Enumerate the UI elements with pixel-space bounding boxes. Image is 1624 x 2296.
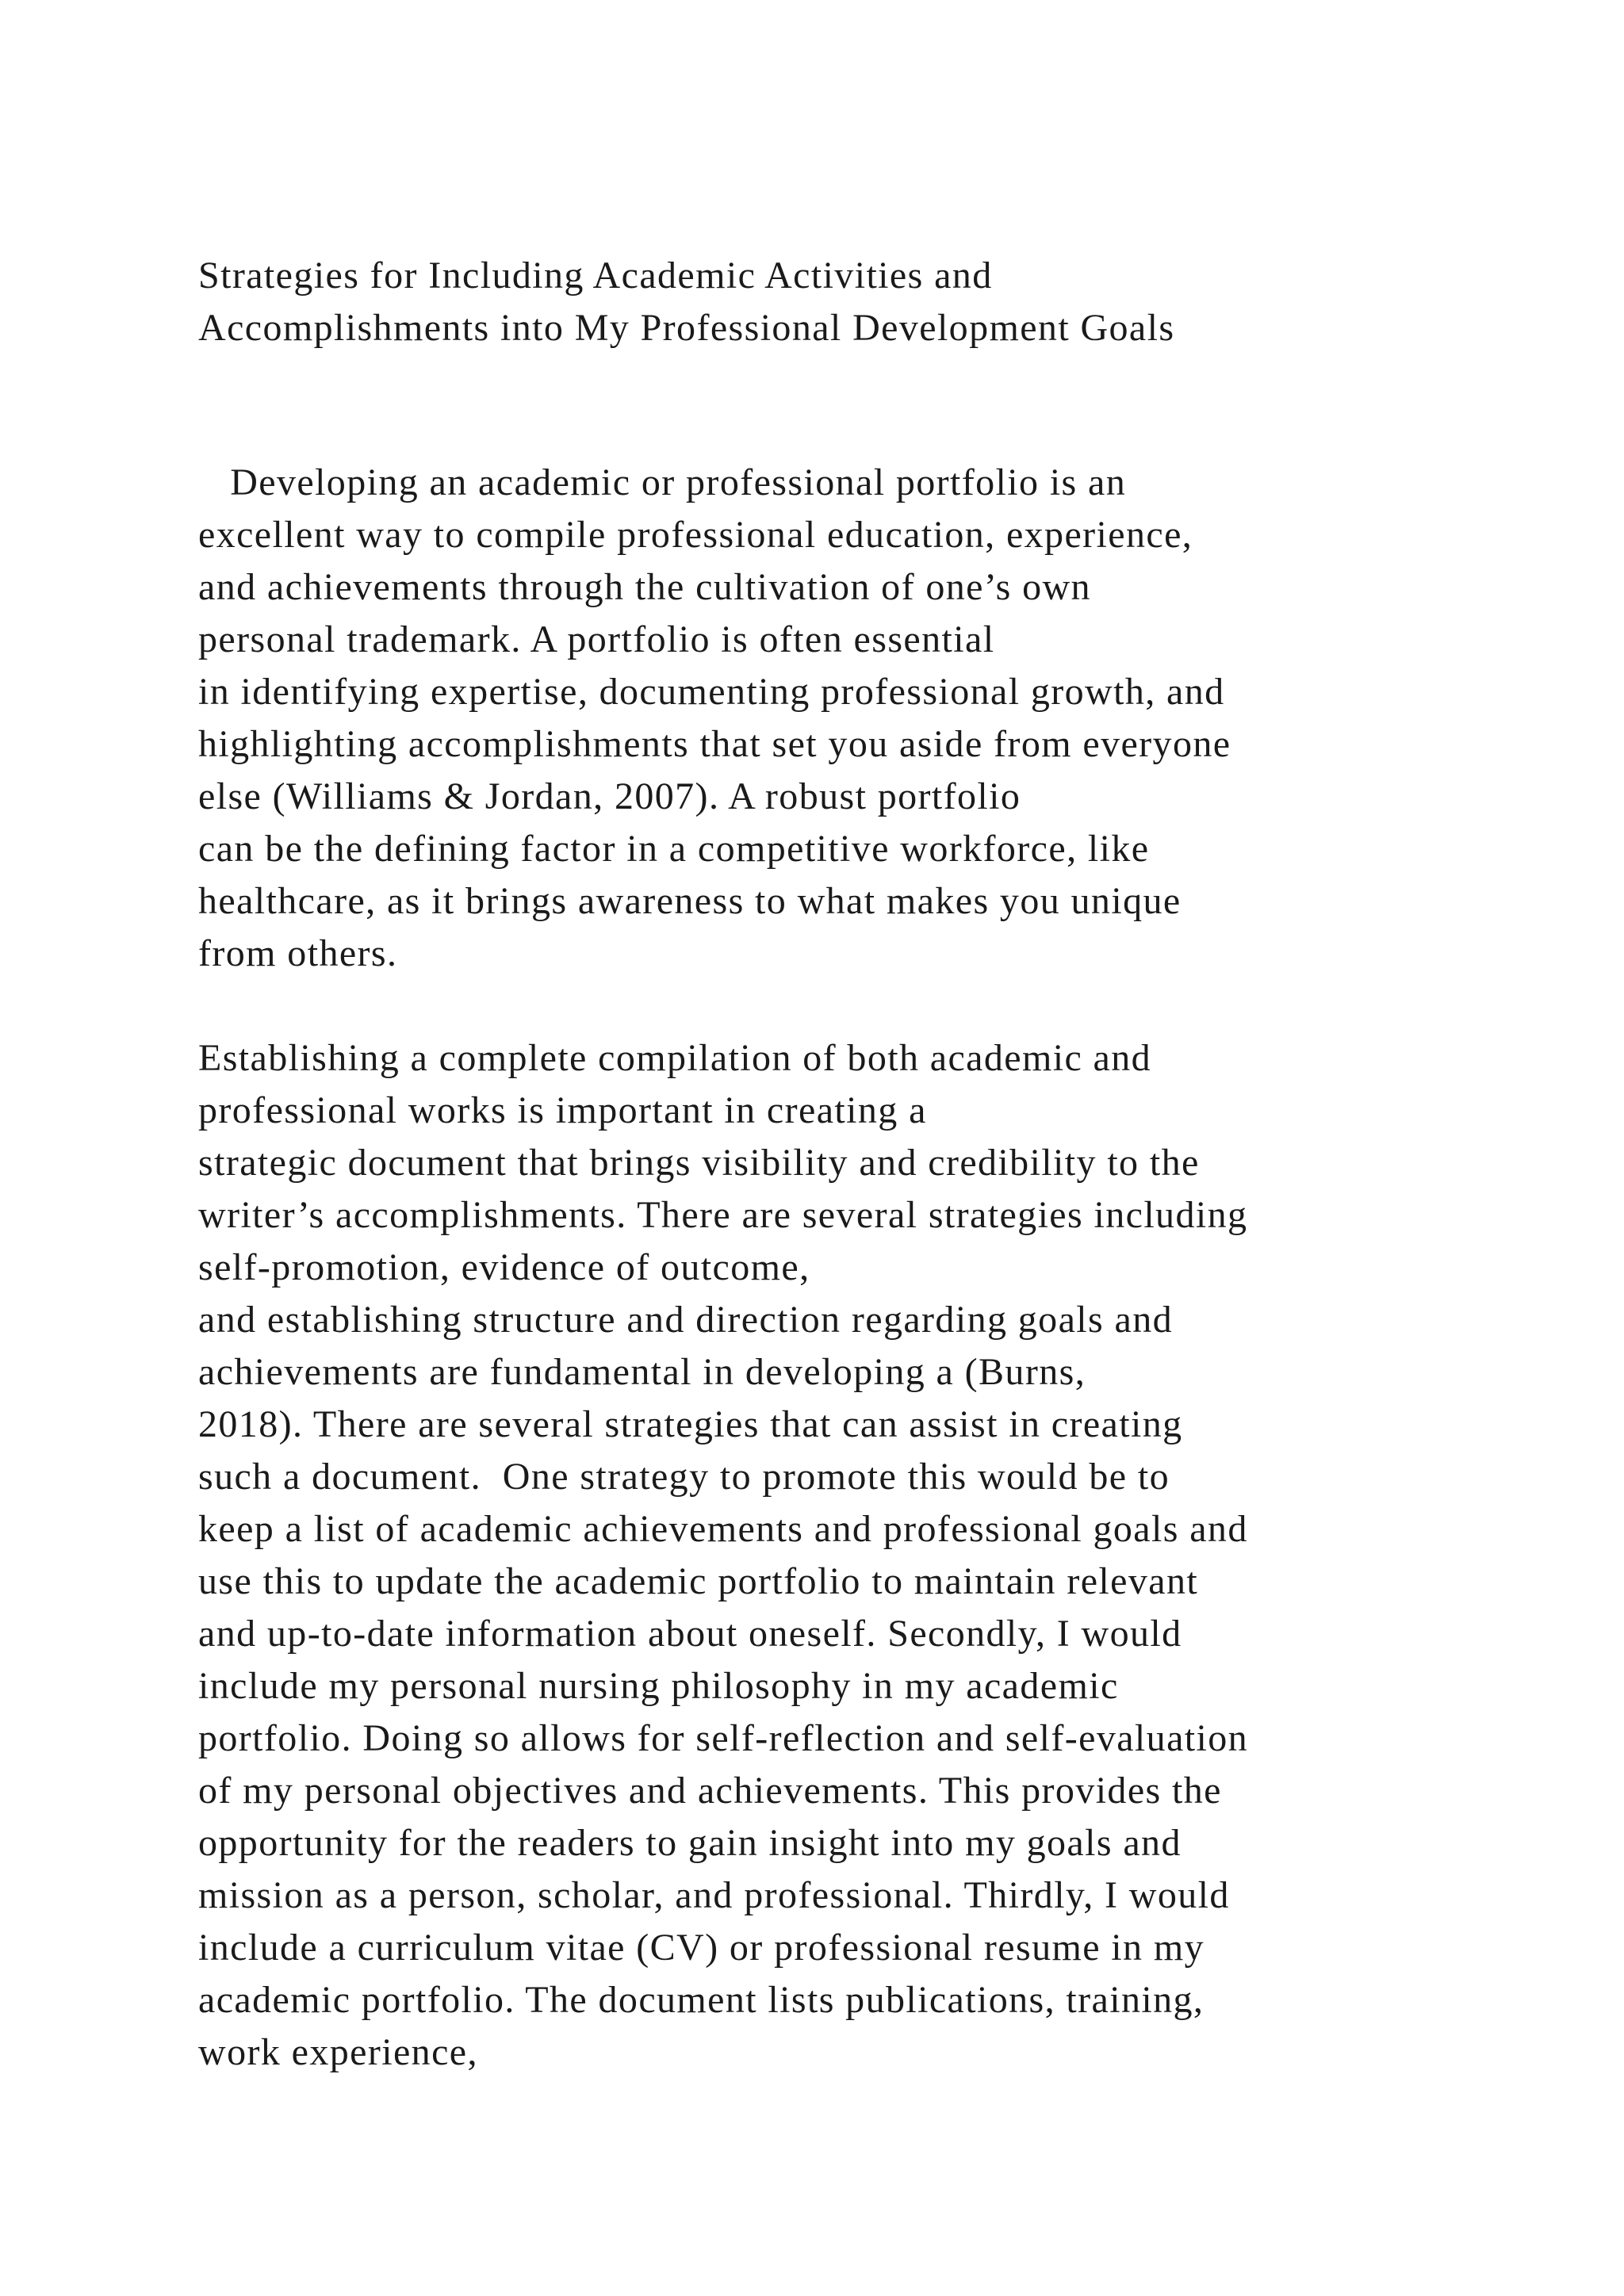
text-line: work experience,: [198, 2031, 478, 2073]
text-line: academic portfolio. The document lists publications, training,: [198, 1979, 1205, 2021]
paragraph-2: [198, 1032, 1546, 2079]
text-line: such a document. One strategy to promote this would be to: [198, 1456, 1170, 1498]
document-title: [198, 250, 1546, 354]
text-line: can be the defining factor in a competitive workforce, like: [198, 828, 1150, 870]
text-line: and establishing structure and direction regarding goals and: [198, 1299, 1173, 1341]
text-line: include a curriculum vitae (CV) or professional resume in my: [198, 1927, 1205, 1969]
text-line: 2018). There are several strategies that can assist in creating: [198, 1403, 1183, 1445]
text-line: use this to update the academic portfolio to maintain relevant: [198, 1560, 1199, 1602]
title-line: Accomplishments into My Professional Development Goals: [198, 307, 1175, 349]
text-line: professional works is important in creating a: [198, 1089, 927, 1131]
text-line: excellent way to compile professional education, experience,: [198, 514, 1193, 556]
text-line: strategic document that brings visibility and credibility to the: [198, 1142, 1200, 1184]
text-line: personal trademark. A portfolio is often essential: [198, 618, 995, 660]
text-line: Developing an academic or professional portfolio is an: [198, 461, 1127, 503]
text-line: else (Williams & Jordan, 2007). A robust portfolio: [198, 775, 1021, 817]
text-line: mission as a person, scholar, and professional. Thirdly, I would: [198, 1874, 1230, 1916]
text-line: include my personal nursing philosophy in my academic: [198, 1665, 1119, 1707]
text-line: achievements are fundamental in developing a (Burns,: [198, 1351, 1086, 1393]
text-line: portfolio. Doing so allows for self-reflection and self-evaluation: [198, 1717, 1249, 1759]
paragraph-1: [198, 457, 1546, 980]
text-line: self-promotion, evidence of outcome,: [198, 1246, 810, 1288]
text-line: healthcare, as it brings awareness to what makes you unique: [198, 880, 1182, 922]
text-line: highlighting accomplishments that set you aside from everyone: [198, 723, 1231, 765]
text-line: writer’s accomplishments. There are several strategies including: [198, 1194, 1248, 1236]
text-line: in identifying expertise, documenting professional growth, and: [198, 671, 1225, 713]
text-line: keep a list of academic achievements and professional goals and: [198, 1508, 1248, 1550]
text-line: and up-to-date information about oneself. Secondly, I would: [198, 1613, 1182, 1655]
text-line: and achievements through the cultivation of one’s own: [198, 566, 1091, 608]
title-line: Strategies for Including Academic Activities and: [198, 254, 993, 297]
text-line: of my personal objectives and achievements. This provides the: [198, 1770, 1222, 1812]
text-line: Establishing a complete compilation of both academic and: [198, 1037, 1152, 1079]
text-line: from others.: [198, 932, 398, 974]
text-line: opportunity for the readers to gain insight into my goals and: [198, 1822, 1182, 1864]
